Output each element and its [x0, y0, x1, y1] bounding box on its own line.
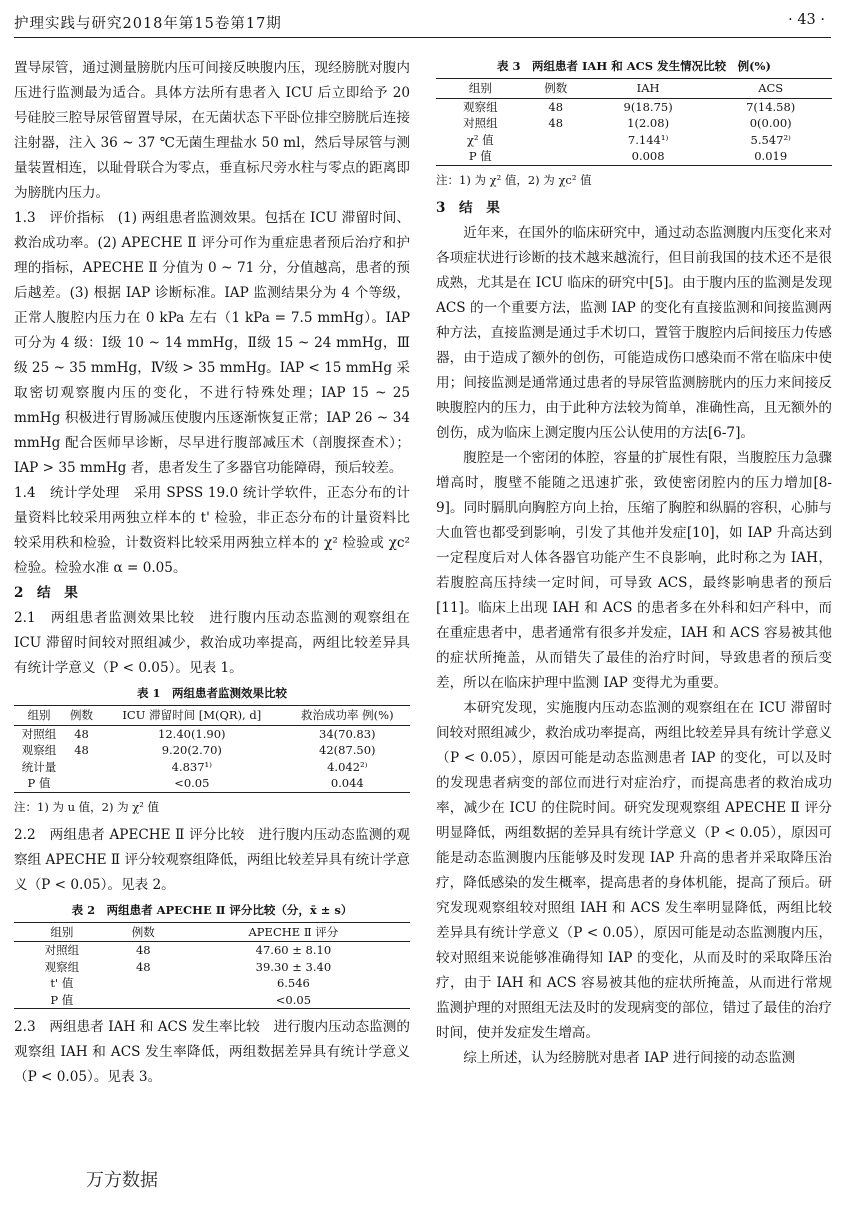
- table-row: [436, 132, 832, 149]
- table-cell: P 值: [14, 992, 110, 1009]
- table1-caption: 表 1 两组患者监测效果比较: [136, 686, 287, 700]
- left-column: [14, 56, 410, 1090]
- table-cell: 9(18.75): [623, 99, 673, 114]
- table-cell: 对照组: [21, 726, 57, 741]
- section-2-1-paragraph: 2.1 两组患者监测效果比较 进行腹内压动态监测的观察组在 ICU 滞留时间较对照组减少，救治成功率提高，两组比较差异具有统计学意义（P < 0.05）。见表 1。: [14, 610, 410, 676]
- table-cell: 34(70.83): [319, 726, 376, 741]
- table-cell: 观察组: [44, 959, 80, 974]
- table2-caption: 表 2 两组患者 APECHE Ⅱ 评分比较（分，x̄ ± s）: [71, 902, 353, 917]
- table-cell: [64, 775, 99, 792]
- table-cell: 39.30 ± 3.40: [255, 959, 332, 974]
- table-cell: 0.008: [587, 148, 710, 165]
- table-row: [14, 959, 410, 976]
- section-2-3-paragraph: 2.3 两组患者 IAH 和 ACS 发生率比较 进行腹内压动态监测的观察组 IAH 和 ACS 发生率降低，两组数据差异具有统计学意义（P < 0.05）。见表 3。: [14, 1019, 410, 1085]
- table-cell: 0(0.00): [749, 116, 792, 130]
- table-cell: χ² 值: [466, 132, 494, 147]
- table-cell: <0.05: [177, 992, 410, 1009]
- table-cell: P 值: [436, 148, 525, 165]
- table-cell: 48: [548, 116, 564, 130]
- table-cell: 4.837¹⁾: [171, 759, 212, 774]
- table-row: [14, 759, 410, 776]
- journal-header: 护理实践与研究2018年第15卷第17期: [14, 16, 282, 32]
- table2-header-cell: 组别: [14, 922, 110, 942]
- table3-note: 注：1) 为 χ² 值，2) 为 χc² 值: [436, 172, 592, 187]
- discussion-paragraph-2: 腹腔是一个密闭的体腔，容量的扩展性有限，当腹腔压力急骤增高时，腹壁不能随之迅速扩张，致使密闭腔内的压力增加[8-9]。同时膈肌向胸腔方向上抬，压缩了胸腔和纵膈的容积，心肺与大血管也都受到影响，引发了其他并发症[10]，如 IAP 升高达到一定程度后对人体各器官功能产生不良影响，此时称之为 IAH，若腹腔高压持续一定时间，可导致 ACS，最终影响患者的预后[11]。临床上出现 IAH 和 ACS 的患者多在外科和妇产科中，而在重症患者中，患者通常有很多并发症，IAH 和 ACS 容易被其他的症状所掩盖，从而错失了最佳的治疗时间，导致患者的预后变差，所以在临床护理中监测 IAP 变得尤为重要。: [436, 449, 832, 691]
- table-row: [436, 148, 832, 165]
- table-cell: 观察组: [463, 99, 498, 114]
- table1: [14, 705, 410, 793]
- table-row: [14, 975, 410, 992]
- table-cell: P 值: [14, 775, 64, 792]
- table-cell: 6.546: [276, 976, 310, 990]
- table1-header-cell: ICU 滞留时间 [M(QR), d]: [99, 706, 285, 726]
- table-cell: 42(87.50): [319, 743, 376, 757]
- table-cell: [525, 132, 587, 149]
- discussion-paragraph-4: 综上所述，认为经膀胱对患者 IAP 进行间接的动态监测: [463, 1049, 796, 1066]
- table-cell: [525, 148, 587, 165]
- table-row: [14, 992, 410, 1009]
- table3-header-cell: ACS: [709, 79, 832, 99]
- right-column: [436, 56, 832, 1071]
- table-cell: 观察组: [21, 743, 57, 757]
- table-cell: 12.40(1.90): [158, 726, 226, 741]
- table-row: [436, 115, 832, 132]
- table-cell: [110, 992, 177, 1009]
- table-cell: [64, 759, 99, 776]
- table-cell: 48: [135, 943, 151, 957]
- table-cell: 48: [135, 959, 151, 974]
- table-cell: 7.144¹⁾: [627, 132, 669, 147]
- table2: [14, 922, 410, 1010]
- section-3-heading: 3 结 果: [436, 199, 500, 216]
- table2-header-cell: APECHE Ⅱ 评分: [177, 922, 410, 942]
- table-cell: t' 值: [50, 976, 74, 990]
- table3: [436, 78, 832, 166]
- table-cell: 48: [74, 743, 89, 757]
- table1-note: 注：1) 为 u 值，2) 为 χ² 值: [14, 799, 160, 814]
- table3-header-cell: 例数: [525, 79, 587, 99]
- table-row: [14, 725, 410, 742]
- table-cell: 47.60 ± 8.10: [255, 943, 332, 957]
- table-cell: <0.05: [99, 775, 285, 792]
- discussion-paragraph-1: 近年来，在国外的临床研究中，通过动态监测腹内压变化来对各项症状进行诊断的技术越来越流行，但目前我国的技术还不是很成熟，尤其是在 ICU 临床的研究中[5]。由于腹内压的监测是发现 ACS 的一个重要方法，监测 IAP 的变化有直接监测和间接监测两种方法，直接监测是通过手术切口，置管于腹腔内后间接压力传感器，由于造成了额外的创伤，可能造成伤口感染而不常在临床中使用；间接监测是通常通过患者的导尿管监测膀胱内的压力来间接反映腹腔内的压力，由于此种方法较为简单，准确性高，且无额外的创伤，成为临床上测定腹内压公认使用的方法[6-7]。: [436, 224, 832, 441]
- table-cell: 1(2.08): [627, 116, 670, 130]
- section-2-2-paragraph: 2.2 两组患者 APECHE Ⅱ 评分比较 进行腹内压动态监测的观察组 APECHE Ⅱ 评分较观察组降低，两组比较差异具有统计学意义（P < 0.05）。见表 2。: [14, 826, 410, 893]
- page-number: · 43 ·: [788, 12, 825, 28]
- table-cell: 对照组: [44, 943, 80, 957]
- discussion-paragraph-3: 本研究发现，实施腹内压动态监测的观察组在在 ICU 滞留时间较对照组减少，救治成功率提高，两组比较差异具有统计学意义（P < 0.05），原因可能是动态监测患者 IAP 的变化，可以及时的发现患者病变的部位而进行对症治疗，而提高患者的救治成功率，减少在 ICU 的住院时间。研究发现观察组 APECHE Ⅱ 评分明显降低，两组数据的差异具有统计学意义（P < 0.05），原因可能是动态监测腹内压能够及时发现 IAP 升高的患者并采取降压治疗，降低感染的发生概率，提高患者的身体机能，提高了预后。研究发现观察组较对照组 IAH 和 ACS 发生率明显降低，两组比较差异具有统计学意义（P < 0.05），原因可能是动态监测腹内压，较对照组来说能够准确得知 IAP 的变化，从而及时的采取降压治疗，由于 IAH 和 ACS 容易被其他的症状所掩盖，从而进行常规监测护理的对照组无法及时的发现病变的部位，错过了最佳的治疗时间，使并发症发生增高。: [436, 699, 832, 1041]
- table-cell: 统计量: [21, 759, 57, 774]
- method-paragraph: 置导尿管，通过测量膀胱内压可间接反映腹内压，现经膀胱对腹内压进行监测最为适合。具体方法所有患者入 ICU 后立即给予 20 号硅胶三腔导尿管留置导尿，在无菌状态下平卧位排空膀胱后连接注射器，注入 36 ~ 37 ℃无菌生理盐水 50 ml，然后导尿管与测量装置相连，以耻骨联合为零点，垂直标尺旁水柱与零点的距离即为膀胱内压力。: [14, 60, 410, 201]
- header-rule: [14, 37, 831, 38]
- table-cell: 5.547²⁾: [750, 132, 791, 147]
- table-cell: 7(14.58): [746, 99, 796, 114]
- table-cell: 9.20(2.70): [161, 743, 222, 757]
- table2-header-cell: 例数: [110, 922, 177, 942]
- table-cell: 0.044: [285, 775, 410, 792]
- table-cell: 0.019: [709, 148, 832, 165]
- table3-header-cell: 组别: [436, 79, 525, 99]
- table-cell: 对照组: [463, 116, 498, 130]
- table-cell: 4.042²⁾: [327, 759, 368, 774]
- table-cell: 48: [548, 99, 564, 114]
- table1-header-cell: 组别: [14, 706, 64, 726]
- table1-header-cell: 例数: [64, 706, 99, 726]
- table-row: [14, 942, 410, 959]
- table-row: [14, 742, 410, 759]
- section-1-3-paragraph: 1.3 评价指标 (1) 两组患者监测效果。包括在 ICU 滞留时间、救治成功率。(2) APECHE Ⅱ 评分可作为重症患者预后治疗和护理的指标，APECHE Ⅱ 分值为 0 ~ 71 分，分值越高，患者的预后越差。(3) 根据 IAP 诊断标准。IAP 监测结果分为 4 个等级，正常人腹腔内压力在 0 kPa 左右（1 kPa = 7.5 mmHg）。IAP 可分为 4 级：Ⅰ级 10 ~ 14 mmHg，Ⅱ级 15 ~ 24 mmHg，Ⅲ级 25 ~ 35 mmHg，Ⅳ级 > 35 mmHg。IAP < 15 mmHg 采取密切观察腹内压的变化，不进行特殊处理；IAP 15 ~ 25 mmHg 积极进行胃肠减压使腹内压逐渐恢复正常；IAP 26 ~ 34 mmHg 配合医师早诊断，尽早进行腹部减压术（剖腹探查术）；IAP > 35 mmHg 者，患者发生了多器官功能障碍，预后较差。: [14, 210, 410, 476]
- table-cell: [110, 975, 177, 992]
- section-2-heading: 2 结 果: [14, 585, 78, 601]
- table-row: [436, 98, 832, 115]
- table3-header-cell: IAH: [587, 79, 710, 99]
- watermark: 万方数据: [86, 1170, 158, 1191]
- table-cell: 48: [74, 726, 89, 741]
- table1-header-cell: 救治成功率 例(%): [285, 706, 410, 726]
- table-row: [14, 775, 410, 792]
- section-1-4-paragraph: 1.4 统计学处理 采用 SPSS 19.0 统计学软件，正态分布的计量资料比较采用两独立样本的 t' 检验，非正态分布的计量资料比较采用秩和检验，计数资料比较采用两独立样本的 χ² 检验或 χc² 检验。检验水准 α = 0.05。: [14, 485, 410, 576]
- table3-caption: 表 3 两组患者 IAH 和 ACS 发生情况比较 例(%): [497, 59, 771, 73]
